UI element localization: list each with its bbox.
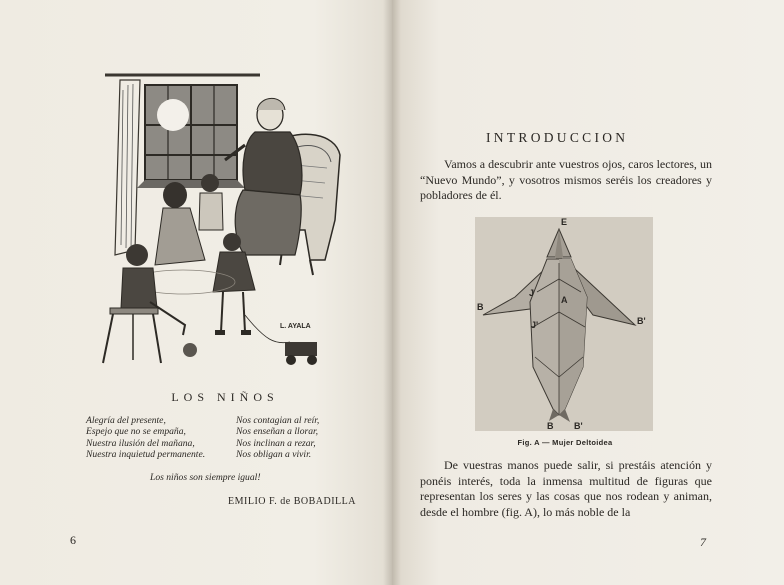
deltoid-woman-diagram bbox=[475, 217, 653, 431]
poem-line: Nos inclinan a rezar, bbox=[236, 437, 316, 449]
figure-label-b-bottom-prime: B' bbox=[574, 421, 583, 431]
poem-line: Nos obligan a vivir. bbox=[236, 448, 312, 460]
section-title: INTRODUCCION bbox=[486, 130, 629, 145]
grandmother-children-drawing bbox=[95, 70, 355, 370]
family-illustration bbox=[95, 70, 355, 370]
figure-label-e: E bbox=[561, 217, 568, 227]
poem-author: EMILIO F. de BOBADILLA bbox=[228, 496, 356, 507]
figure-label-b-prime: B' bbox=[637, 316, 646, 326]
poem-line: Nuestra ilusión del mañana, bbox=[86, 437, 195, 449]
figure-caption: Fig. A — Mujer Deltoidea bbox=[517, 438, 613, 447]
book-gutter bbox=[383, 0, 401, 585]
figure-label-b-bottom: B bbox=[547, 421, 554, 431]
poem-line: Nos contagian al reír, bbox=[236, 415, 320, 426]
poem-line: Alegría del presente, bbox=[86, 415, 166, 426]
illustration-signature: L. AYALA bbox=[280, 323, 311, 330]
figure-deltoid-woman bbox=[475, 217, 653, 431]
poem-line: Espejo que no se empaña, bbox=[86, 426, 186, 438]
poem-title: LOS NIÑOS bbox=[171, 390, 279, 404]
intro-paragraph-2: De vuestras manos puede salir, si prestáis atención y ponéis interés, toda la inmensa multitud de figuras que representan los seres y las cosas que nos rodean y animan, desde el hombre (fig. A), lo más noble de la bbox=[420, 458, 712, 519]
page-number-right: 7 bbox=[700, 535, 706, 549]
page-number-left: 6 bbox=[70, 533, 76, 547]
figure-label-a: A bbox=[561, 295, 568, 305]
figure-label-j: J bbox=[529, 288, 535, 298]
figure-label-j-prime: J' bbox=[531, 320, 539, 330]
poem-line: Nuestra inquietud permanente. bbox=[86, 448, 206, 460]
figure-label-b: B bbox=[477, 302, 484, 312]
poem-column-right bbox=[236, 415, 319, 460]
poem-line: Nos enseñan a llorar, bbox=[236, 426, 319, 438]
poem-closing-line: Los niños son siempre igual! bbox=[150, 472, 261, 483]
poem-column-left bbox=[86, 415, 205, 460]
intro-paragraph-1: Vamos a descubrir ante vuestros ojos, caros lectores, un “Nuevo Mundo”, y vosotros mismos seréis los creadores y pobladores de él. bbox=[420, 157, 712, 202]
